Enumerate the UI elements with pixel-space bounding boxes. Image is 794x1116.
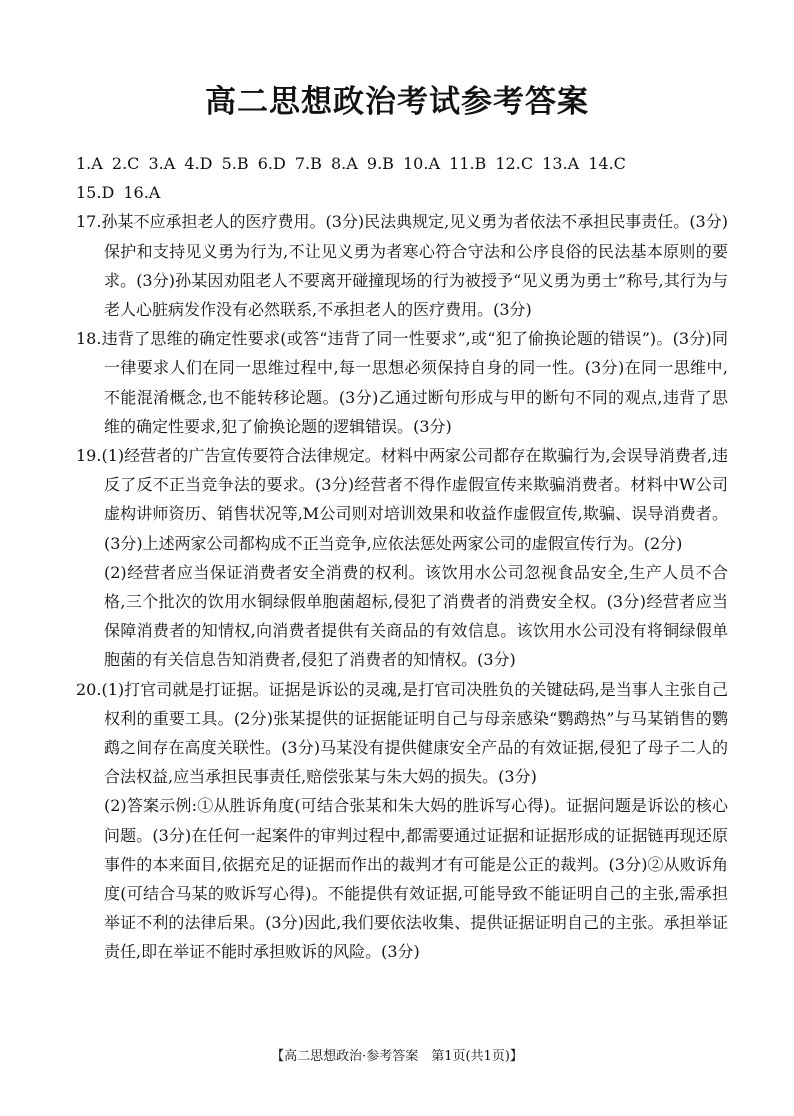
mc-answers-line-1: 1.A 2.C 3.A 4.D 5.B 6.D 7.B 8.A 9.B 10.A 11.B 12.C 13.A 14.C [76,154,626,173]
answer-19-part-2: (2)经营者应当保证消费者安全消费的权利。该饮用水公司忽视食品安全,生产人员不合格,三个批次的饮用水铜绿假单胞菌超标,侵犯了消费者的消费安全权。(3分)经营者应当保障消费者的知情权,向消费者提供有关商品的有效信息。该饮用水公司没有将铜绿假单胞菌的有关信息告知消费者,侵犯了消费者的知情权。(3分) [104,562,728,670]
answer-18: 18.违背了思维的确定性要求(或答“违背了同一性要求”,或“犯了偷换论题的错误”)。(3分)同一律要求人们在同一思维过程中,每一思想必须保持自身的同一性。(3分)在同一思维中,不能混淆概念,也不能转移论题。(3分)乙通过断句形成与甲的断句不同的观点,违背了思维的确定性要求,犯了偷换论题的逻辑错误。(3分) [76,329,728,436]
page-footer: 【高二思想政治·参考答案 第1页(共1页)】 [271,1049,523,1064]
answer-content [76,149,728,967]
answer-17: 17.孙某不应承担老人的医疗费用。(3分)民法典规定,见义勇为者依法不承担民事责任。(3分)保护和支持见义勇为行为,不让见义勇为者寒心符合守法和公序良俗的民法基本原则的要求。(3分)孙某因劝阻老人不要离开碰撞现场的行为被授予“见义勇为勇士”称号,其行为与老人心脏病发作没有必然联系,不承担老人的医疗费用。(3分) [76,212,728,320]
answer-19-part-1: 19.(1)经营者的广告宣传要符合法律规定。材料中两家公司都存在欺骗行为,会误导消费者,违反了反不正当竞争法的要求。(3分)经营者不得作虚假宣传来欺骗消费者。材料中W公司虚构讲师资历、销售状况等,M公司则对培训效果和收益作虚假宣传,欺骗、误导消费者。(3分)上述两家公司都构成不正当竞争,应依法惩处两家公司的虚假宣传行为。(2分) [76,446,728,553]
page-title: 高二思想政治考试参考答案 [205,84,589,120]
answer-20-part-2: (2)答案示例:①从胜诉角度(可结合张某和朱大妈的胜诉写心得)。证据问题是诉讼的核心问题。(3分)在任何一起案件的审判过程中,都需要通过证据和证据形成的证据链再现还原事件的本来面目,依据充足的证据而作出的裁判才有可能是公正的裁判。(3分)②从败诉角度(可结合马某的败诉写心得)。不能提供有效证据,可能导致不能证明自己的主张,需承担举证不利的法律后果。(3分)因此,我们要依法收集、提供证据证明自己的主张。承担举证责任,即在举证不能时承担败诉的风险。(3分) [104,796,728,962]
answer-20-part-1: 20.(1)打官司就是打证据。证据是诉讼的灵魂,是打官司决胜负的关键砝码,是当事人主张自己权利的重要工具。(2分)张某提供的证据能证明自己与母亲感染“鹦鹉热”与马某销售的鹦鹉之间存在高度关联性。(3分)马某没有提供健康安全产品的有效证据,侵犯了母子二人的合法权益,应当承担民事责任,赔偿张某与朱大妈的损失。(3分) [76,679,728,787]
mc-answers-line-2: 15.D 16.A [76,183,161,203]
